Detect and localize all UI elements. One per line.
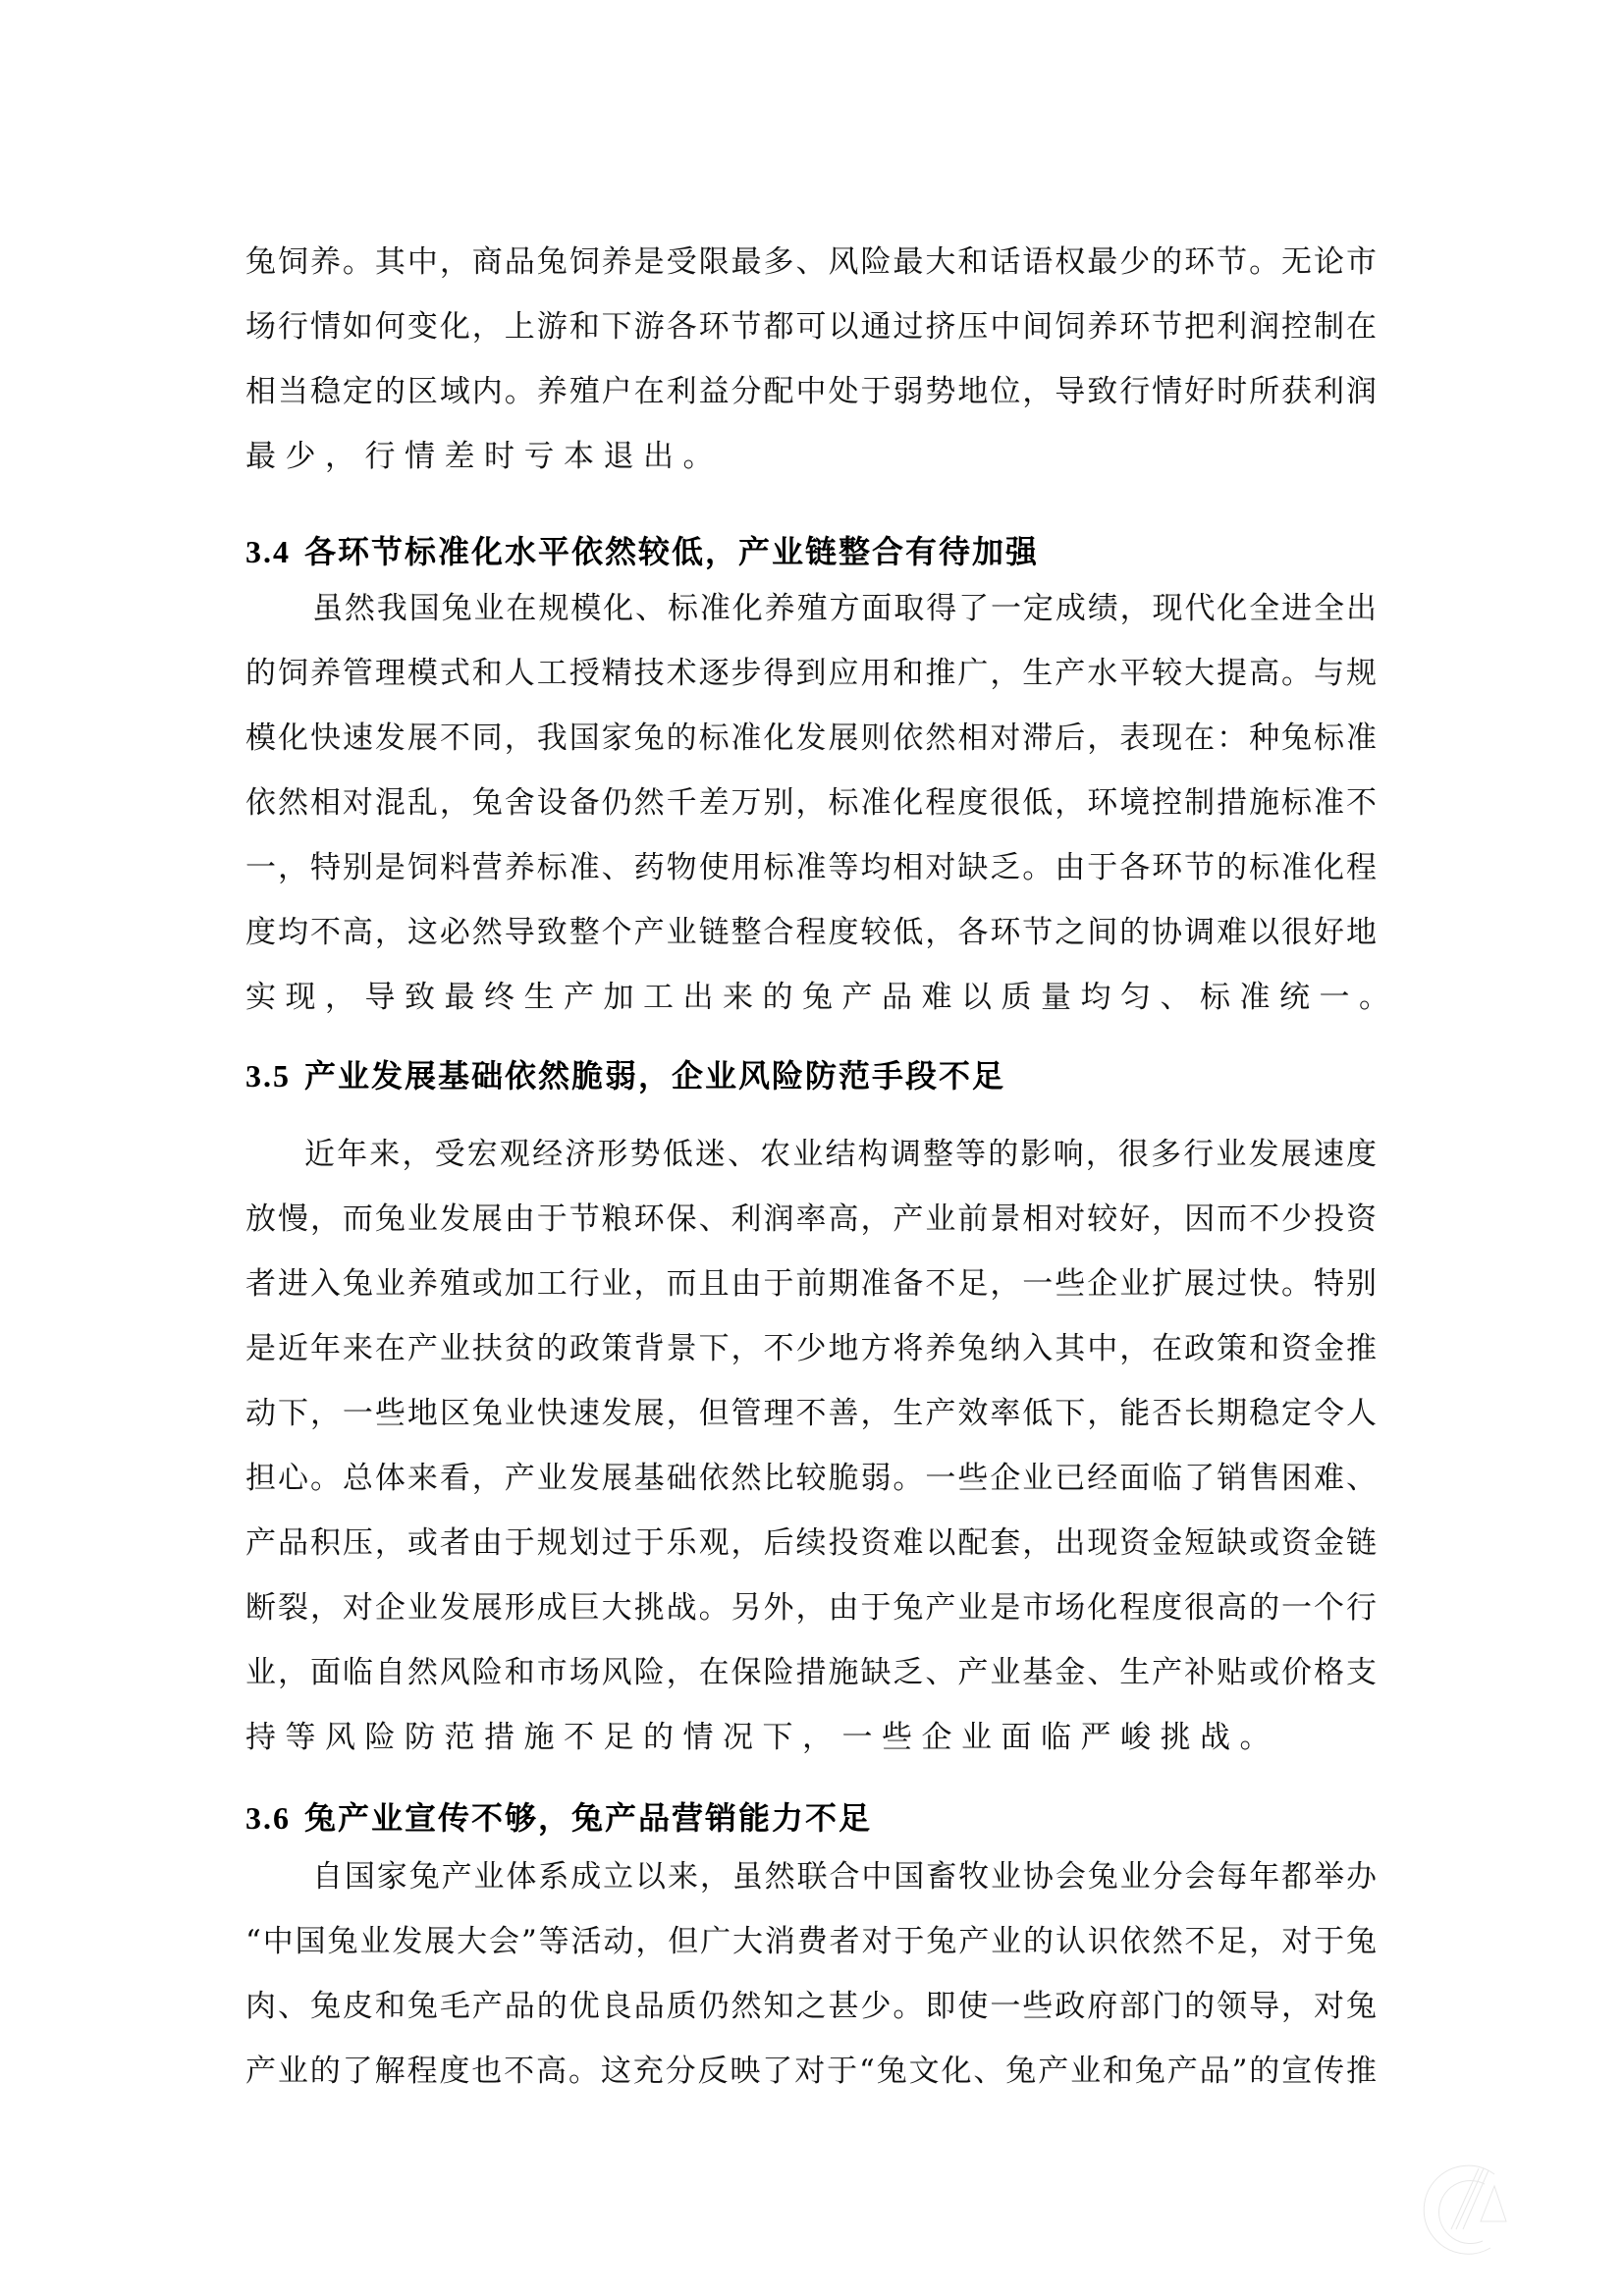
paragraph-line: 兔饲养。其中，商品兔饲养是受限最多、风险最大和话语权最少的环节。无论市 [245,244,1377,280]
paragraph-line: 依然相对混乱，兔舍设备仍然千差万别，标准化程度很低，环境控制措施标准不 [245,785,1377,821]
paragraph-line: 者进入兔业养殖或加工行业，而且由于前期准备不足，一些企业扩展过快。特别 [245,1266,1377,1302]
paragraph-line: 动下，一些地区兔业快速发展，但管理不善，生产效率低下，能否长期稳定令人 [245,1396,1377,1431]
paragraph-line: “中国兔业发展大会”等活动，但广大消费者对于兔产业的认识依然不足，对于兔 [245,1924,1377,1959]
section-heading-3-4 [245,530,1039,573]
paragraph-line: 自国家兔产业体系成立以来，虽然联合中国畜牧业协会兔业分会每年都举办 [312,1859,1377,1895]
paragraph-line: 持等风险防范措施不足的情况下，一些企业面临严峻挑战。 [245,1720,1279,1755]
paragraph-line: 放慢，而兔业发展由于节粮环保、利润率高，产业前景相对较好，因而不少投资 [245,1201,1377,1237]
section-title: 产业发展基础依然脆弱，企业风险防范手段不足 [304,1058,1006,1094]
section-number: 3.6 [245,1800,291,1836]
paragraph-line: 的饲养管理模式和人工授精技术逐步得到应用和推广，生产水平较大提高。与规 [245,656,1377,691]
section-number: 3.4 [245,534,291,569]
paragraph-line: 是近年来在产业扶贫的政策背景下，不少地方将养兔纳入其中，在政策和资金推 [245,1331,1377,1366]
paragraph-line: 一，特别是饲料营养标准、药物使用标准等均相对缺乏。由于各环节的标准化程 [245,850,1377,885]
paragraph-line: 断裂，对企业发展形成巨大挑战。另外，由于兔产业是市场化程度很高的一个行 [245,1590,1377,1626]
paragraph-line: 虽然我国兔业在规模化、标准化养殖方面取得了一定成绩，现代化全进全出 [312,591,1377,626]
paragraph-line: 肉、兔皮和兔毛产品的优良品质仍然知之甚少。即使一些政府部门的领导，对兔 [245,1989,1377,2024]
paragraph-line: 产品积压，或者由于规划过于乐观，后续投资难以配套，出现资金短缺或资金链 [245,1525,1377,1561]
paragraph-line: 最少，行情差时亏本退出。 [245,439,723,474]
section-heading-3-6 [245,1796,872,1840]
paragraph-line: 担心。总体来看，产业发展基础依然比较脆弱。一些企业已经面临了销售困难、 [245,1461,1377,1496]
section-title: 各环节标准化水平依然较低，产业链整合有待加强 [304,534,1040,569]
section-heading-3-5 [245,1054,1005,1097]
paragraph-line: 相当稳定的区域内。养殖户在利益分配中处于弱势地位，导致行情好时所获利润 [245,374,1377,409]
paragraph-line: 近年来，受宏观经济形势低迷、农业结构调整等的影响，很多行业发展速度 [304,1137,1377,1172]
section-number: 3.5 [245,1058,291,1094]
paragraph-line: 实现，导致最终生产加工出来的兔产品难以质量均匀、标准统一。 [245,980,1399,1015]
section-title: 兔产业宣传不够，兔产品营销能力不足 [304,1800,873,1836]
paragraph-line: 业，面临自然风险和市场风险，在保险措施缺乏、产业基金、生产补贴或价格支 [245,1655,1377,1690]
paragraph-line: 度均不高，这必然导致整个产业链整合程度较低，各环节之间的协调难以很好地 [245,915,1377,950]
paragraph-line: 模化快速发展不同，我国家兔的标准化发展则依然相对滞后，表现在：种兔标准 [245,721,1377,756]
paragraph-line: 场行情如何变化，上游和下游各环节都可以通过挤压中间饲养环节把利润控制在 [245,309,1377,345]
publisher-logo-icon [1414,2155,1522,2263]
paragraph-line: 产业的了解程度也不高。这充分反映了对于“兔文化、兔产业和兔产品”的宣传推 [245,2054,1377,2089]
